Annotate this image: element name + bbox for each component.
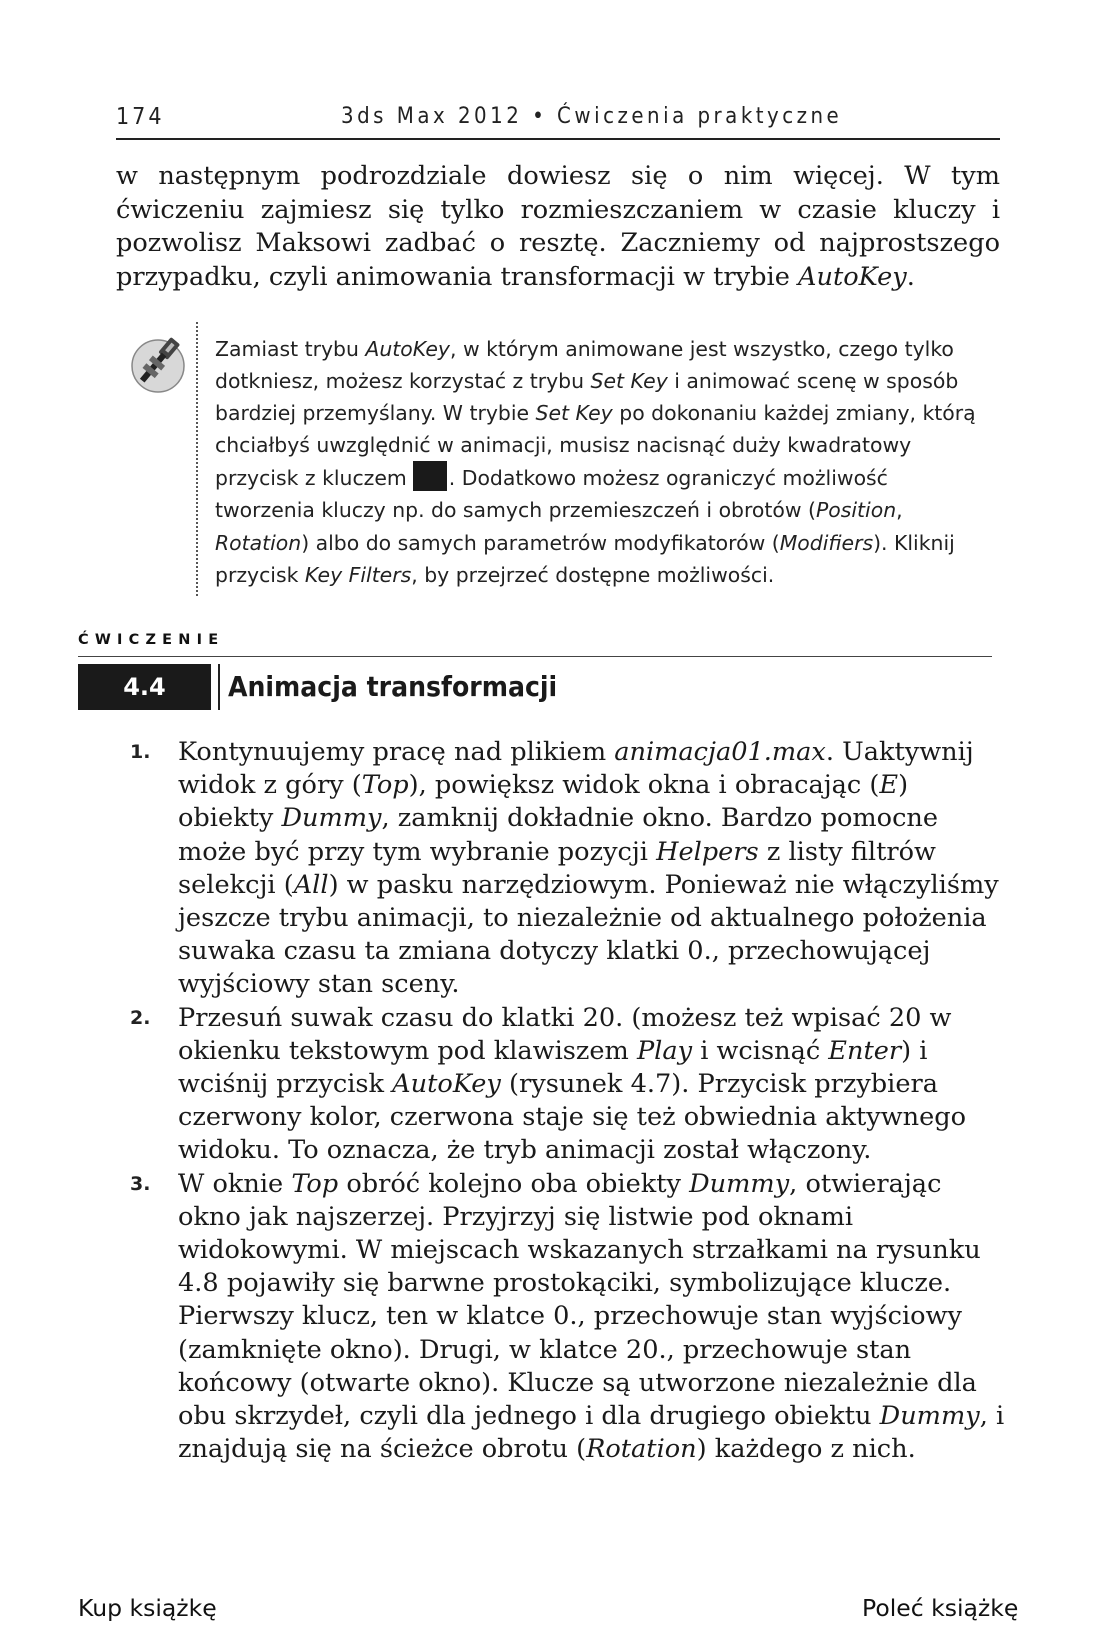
note-divider <box>196 322 198 596</box>
exercise-rule <box>78 656 992 657</box>
intro-paragraph: w następnym podrozdziale dowiesz się o nim więcej. W tym ćwiczeniu zajmiesz się tylko rozmieszczaniem w czasie kluczy i pozwolisz Maksowi zadbać o resztę. Zaczniemy od najprostszego przypadku, czyli animowania transformacji w trybie AutoKey. <box>116 161 1000 292</box>
list-item: 2. Przesuń suwak czasu do klatki 20. (możesz też wpisać 20 w okienku tekstowym pod klawiszem Play i wcisnąć Enter) i wciśnij przycisk AutoKey (rysunek 4.7). Przycisk przybiera czerwony kolor, czerwona staje się też obwiednia aktywnego widoku. To oznacza, że tryb animacji został włączony. <box>130 1002 967 1166</box>
page-number: 174 <box>116 104 165 130</box>
recommend-book-link[interactable]: Poleć książkę <box>862 1594 1019 1622</box>
running-header <box>116 96 1000 140</box>
step-number: 2. <box>130 1006 151 1029</box>
list-item: 1. Kontynuujemy pracę nad plikiem animacja01.max. Uaktywnij widok z góry (Top), powiększ widok okna i obracając (E) obiekty Dummy, zamknij dokładnie okno. Bardzo pomocne może być przy tym wybranie pozycji Helpers z listy filtrów selekcji (All) w pasku narzędziowym. Ponieważ nie włączyliśmy jeszcze trybu animacji, to niezależnie od aktualnego położenia suwaka czasu ta zmiana dotyczy klatki 0., przechowującej wyjściowy stan sceny. <box>130 737 999 1000</box>
steps-list <box>130 736 1005 1466</box>
running-title: 3ds Max 2012 • Ćwiczenia praktyczne <box>341 104 843 129</box>
step-number: 3. <box>130 1172 151 1195</box>
note-text: Zamiast trybu AutoKey, w którym animowane jest wszystko, czego tylko dotkniesz, możesz korzystać z trybu Set Key i animować scenę w sposób bardziej przemyślany. W trybie Set Key po dokonaniu każdej zmiany, którą chciałbyś uwzględnić w animacji, musisz nacisnąć duży kwadratowy przycisk z kluczem . Dodatkowo możesz ograniczyć możliwość tworzenia kluczy np. do samych przemieszczeń i obrotów (Position, Rotation) albo do samych parametrów modyfikatorów (Modifiers). Kliknij przycisk Key Filters, by przejrzeć dostępne możliwości. <box>215 337 976 587</box>
exercise-label: ĆWICZENIE <box>78 632 225 648</box>
tool-tip-icon <box>124 330 190 396</box>
exercise-title: Animacja transformacji <box>218 664 557 710</box>
set-key-button-icon <box>413 461 447 491</box>
step-number: 1. <box>130 741 151 763</box>
buy-book-link[interactable]: Kup książkę <box>78 1594 217 1622</box>
exercise-number: 4.4 <box>78 664 211 710</box>
list-item: 3. W oknie Top obróć kolejno oba obiekty Dummy, otwierając okno jak najszerzej. Przyjrzyj się listwie pod oknami widokowymi. W miejscach wskazanych strzałkami na rysunku 4.8 pojawiły się barwne prostokąciki, symbolizujące klucze. Pierwszy klucz, ten w klatce 0., przechowuje stan wyjściowy (zamknięte okno). Drugi, w klatce 20., przechowuje stan końcowy (otwarte okno). Klucze są utworzone niezależnie dla obu skrzydeł, czyli dla jednego i dla drugiego obiektu Dummy, i znajdują się na ścieżce obrotu (Rotation) każdego z nich. <box>130 1168 1005 1465</box>
